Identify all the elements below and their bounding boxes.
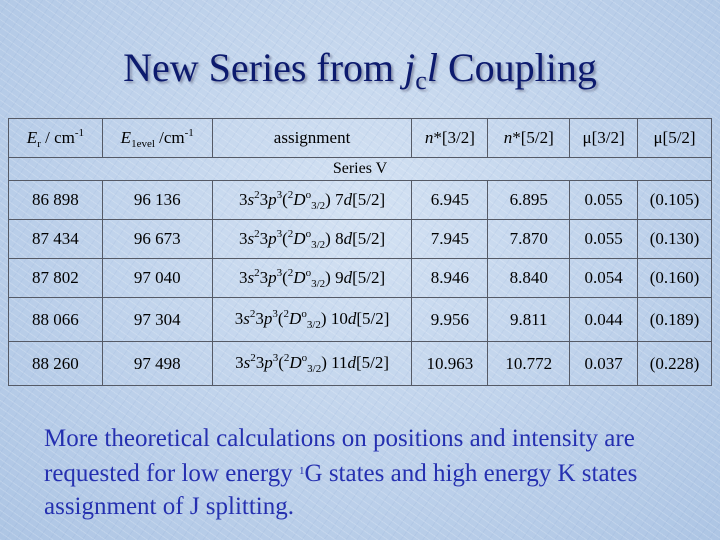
cell-n52: 9.811: [488, 298, 570, 342]
cell-er: 88 066: [9, 298, 103, 342]
series-table: [8, 118, 712, 386]
cell-er: 88 260: [9, 342, 103, 386]
col-header-n32: n*[3/2]: [412, 119, 488, 158]
col-header-mu52: μ[5/2]: [638, 119, 712, 158]
cell-n32: 7.945: [412, 220, 488, 259]
cell-elevel: 97 498: [102, 342, 212, 386]
header-row: [9, 119, 712, 158]
cell-mu32: 0.037: [570, 342, 638, 386]
cell-n32: 9.956: [412, 298, 488, 342]
footnote-text: [44, 422, 704, 523]
title-text-end: Coupling: [437, 45, 597, 90]
table-row: [9, 220, 712, 259]
cell-mu32: 0.054: [570, 259, 638, 298]
cell-assignment: $3s^23p^3(^2D^o_{3/2})$ 7d[5/2]: [212, 181, 412, 220]
series-label: Series V: [9, 158, 712, 181]
cell-mu32: 0.055: [570, 220, 638, 259]
cell-assignment: $3s^23p^3(^2D^o_{3/2})$ 10d[5/2]: [212, 298, 412, 342]
col-header-assignment: assignment: [212, 119, 412, 158]
cell-n32: 6.945: [412, 181, 488, 220]
cell-mu52: (0.228): [638, 342, 712, 386]
title-sub-c: c: [415, 66, 427, 95]
cell-assignment: $3s^23p^3(^2D^o_{3/2})$ 11d[5/2]: [212, 342, 412, 386]
cell-n52: 7.870: [488, 220, 570, 259]
footnote-part-1: More theoretical calculations on positions and intensity are requested for low energy: [44, 425, 635, 487]
title-j: j: [404, 45, 416, 90]
cell-elevel: 96 673: [102, 220, 212, 259]
cell-n32: 10.963: [412, 342, 488, 386]
col-header-er: $E_r / cm^{-1}$: [9, 119, 103, 158]
cell-mu52: (0.160): [638, 259, 712, 298]
series-row: [9, 158, 712, 181]
cell-er: 86 898: [9, 181, 103, 220]
cell-er: 87 434: [9, 220, 103, 259]
slide-title: [0, 44, 720, 96]
cell-elevel: 96 136: [102, 181, 212, 220]
cell-elevel: 97 040: [102, 259, 212, 298]
cell-n52: 10.772: [488, 342, 570, 386]
table-row: [9, 181, 712, 220]
table-row: [9, 259, 712, 298]
table-row: [9, 298, 712, 342]
cell-n52: 6.895: [488, 181, 570, 220]
table-row: [9, 342, 712, 386]
footnote-part-2: G states and high energy K states assignment of J splitting.: [44, 460, 638, 520]
cell-mu32: 0.044: [570, 298, 638, 342]
cell-mu52: (0.130): [638, 220, 712, 259]
col-header-mu32: μ[3/2]: [570, 119, 638, 158]
cell-mu52: (0.105): [638, 181, 712, 220]
col-header-n52: n*[5/2]: [488, 119, 570, 158]
cell-assignment: $3s^23p^3(^2D^o_{3/2})$ 9d[5/2]: [212, 259, 412, 298]
col-header-elevel: $E_{1evel}$ $/cm^{-1}$: [102, 119, 212, 158]
cell-n32: 8.946: [412, 259, 488, 298]
cell-mu32: 0.055: [570, 181, 638, 220]
footnote-sup: 1: [299, 465, 305, 477]
title-l: l: [426, 45, 438, 90]
title-text-start: New Series from: [123, 45, 405, 90]
cell-assignment: $3s^23p^3(^2D^o_{3/2})$ 8d[5/2]: [212, 220, 412, 259]
cell-elevel: 97 304: [102, 298, 212, 342]
cell-mu52: (0.189): [638, 298, 712, 342]
cell-er: 87 802: [9, 259, 103, 298]
cell-n52: 8.840: [488, 259, 570, 298]
